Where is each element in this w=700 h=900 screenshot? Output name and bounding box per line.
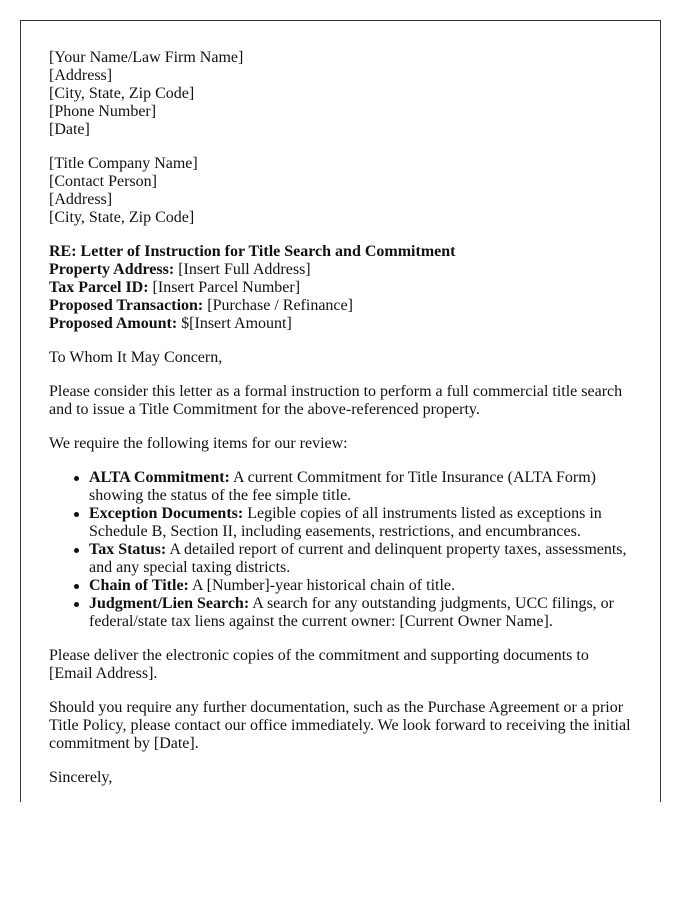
reference-block (49, 243, 632, 333)
recipient-contact: [Contact Person] (49, 173, 157, 190)
field-value: [Insert Parcel Number] (148, 279, 301, 296)
requirement-label: Chain of Title: (89, 577, 189, 594)
letter-date: [Date] (49, 121, 90, 138)
sender-phone: [Phone Number] (49, 103, 157, 120)
greeting: To Whom It May Concern, (49, 349, 223, 366)
bullet-icon (74, 584, 79, 589)
requirement-text: Legible copies of all instruments listed as exceptions in Schedule B, Section II, including easements, restrictions, and encumbrances. (89, 505, 602, 540)
sender-name: [Your Name/Law Firm Name] (49, 49, 244, 66)
requirements-intro: We require the following items for our review: (49, 435, 348, 452)
requirement-text: A detailed report of current and delinquent property taxes, assessments, and any special taxing districts. (89, 541, 627, 576)
bullet-icon (74, 602, 79, 607)
field-label: Tax Parcel ID: (49, 279, 149, 296)
requirement-label: ALTA Commitment: (89, 469, 230, 486)
recipient-block (49, 155, 632, 227)
field-value: $[Insert Amount] (177, 315, 292, 332)
intro-paragraph: Please consider this letter as a formal instruction to perform a full commercial title search and to issue a Title Commitment for the above-referenced property. (49, 383, 623, 418)
sender-block (49, 49, 632, 139)
requirement-item (89, 469, 632, 505)
field-label: Proposed Transaction: (49, 297, 204, 314)
recipient-city-state-zip: [City, State, Zip Code] (49, 209, 195, 226)
delivery-paragraph: Please deliver the electronic copies of the commitment and supporting documents to [Email Address]. (49, 647, 589, 682)
requirement-label: Tax Status: (89, 541, 167, 558)
field-value: [Purchase / Refinance] (203, 297, 353, 314)
property-address-field (49, 261, 632, 279)
requirement-text: A [Number]-year historical chain of title. (188, 577, 456, 594)
requirement-text: A search for any outstanding judgments, UCC filings, or federal/state tax liens against the current owner: [Current Owner Name]. (89, 595, 615, 630)
bullet-icon (74, 548, 79, 553)
recipient-company: [Title Company Name] (49, 155, 198, 172)
tax-parcel-id-field (49, 279, 632, 297)
recipient-address: [Address] (49, 191, 113, 208)
proposed-amount-field (49, 315, 632, 333)
requirement-item (89, 577, 632, 595)
requirement-item (89, 541, 632, 577)
sender-address: [Address] (49, 67, 113, 84)
requirement-label: Judgment/Lien Search: (89, 595, 250, 612)
requirements-list (49, 469, 632, 631)
bullet-icon (74, 476, 79, 481)
field-label: Proposed Amount: (49, 315, 178, 332)
requirement-label: Exception Documents: (89, 505, 244, 522)
field-value: [Insert Full Address] (174, 261, 311, 278)
proposed-transaction-field (49, 297, 632, 315)
letter-document (20, 20, 661, 802)
requirement-text: A current Commitment for Title Insurance (ALTA Form) showing the status of the fee simple title. (89, 469, 596, 504)
field-label: Property Address: (49, 261, 175, 278)
closing-paragraph: Should you require any further documentation, such as the Purchase Agreement or a prior Title Policy, please contact our office immediately. We look forward to receiving the initial commitment by [Date]. (49, 699, 631, 752)
sender-city-state-zip: [City, State, Zip Code] (49, 85, 195, 102)
requirement-item (89, 595, 632, 631)
bullet-icon (74, 512, 79, 517)
subject-line: RE: Letter of Instruction for Title Search and Commitment (49, 243, 456, 260)
sign-off: Sincerely, (49, 769, 113, 786)
requirement-item (89, 505, 632, 541)
